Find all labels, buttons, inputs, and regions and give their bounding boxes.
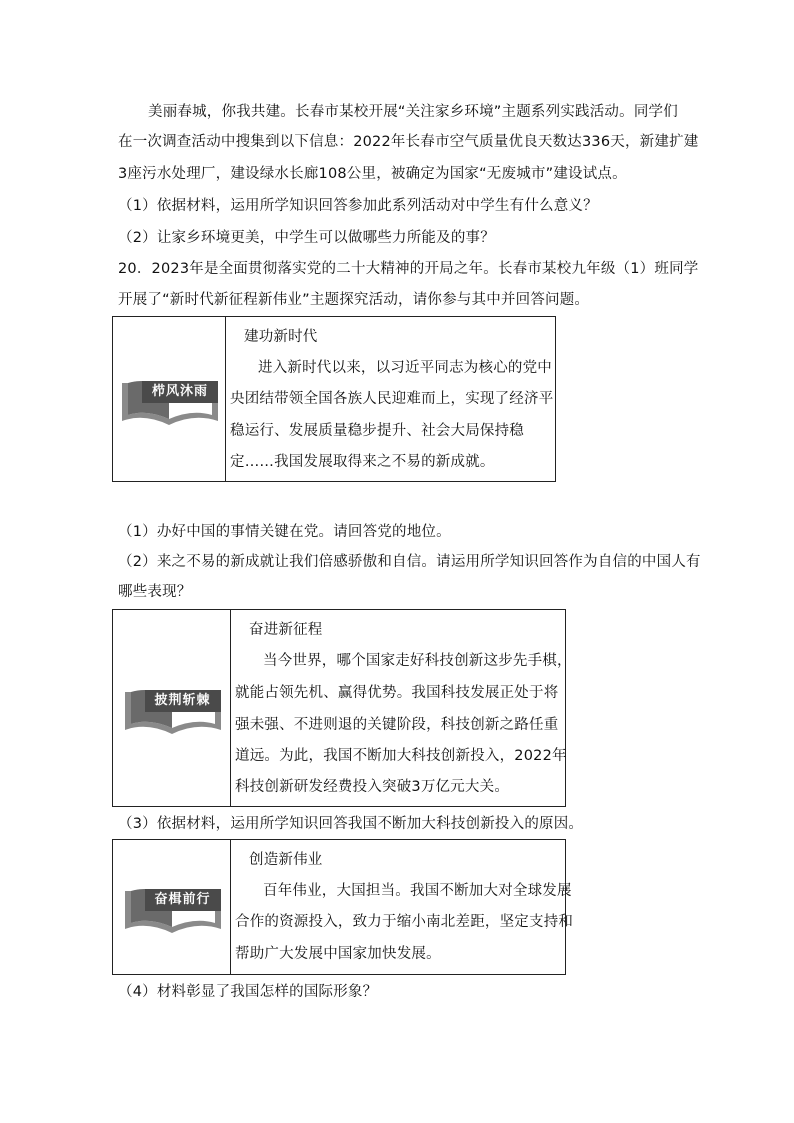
sub-question-2b: 哪些表现？ (118, 584, 192, 600)
sub-question-1: （1）办好中国的事情关键在党。请回答党的地位。 (118, 524, 451, 540)
book-badge-2 (117, 678, 227, 738)
material-line: 就能占领先机、赢得优势。我国科技发展正处于将 (235, 685, 559, 701)
intro-line-3: 3座污水处理厂，建设绿水长廊108公里，被确定为国家“无废城市”建设试点。 (118, 166, 627, 182)
material-line: 稳运行、发展质量稳步提升、社会大局保持稳 (230, 423, 524, 439)
material-text-1 (226, 317, 555, 481)
material-title-1: 建功新时代 (244, 329, 318, 345)
sub-question-3: （3）依据材料，运用所学知识回答我国不断加大科技创新投入的原因。 (118, 816, 584, 832)
badge-cell-1 (113, 317, 226, 481)
question-20-line-2: 开展了“新时代新征程新伟业”主题探究活动，请你参与其中并回答问题。 (118, 292, 590, 308)
material-box-2 (112, 609, 572, 807)
material-line: 进入新时代以来，以习近平同志为核心的党中 (258, 360, 552, 376)
material-text-2 (231, 610, 572, 806)
badge-label-3: 奋楫前行 (145, 889, 221, 911)
badge-label-1: 栉风沐雨 (142, 381, 218, 403)
material-line: 百年伟业，大国担当。我国不断加大对全球发展 (263, 883, 572, 899)
material-line: 科技创新研发经费投入突破3万亿元大关。 (235, 779, 510, 795)
book-badge-1 (114, 369, 224, 429)
sub-question-4: （4）材料彰显了我国怎样的国际形象？ (118, 984, 378, 1000)
material-line: 强未强、不进则退的关键阶段，科技创新之路任重 (235, 717, 559, 733)
badge-cell-3 (113, 840, 231, 974)
intro-line-1: 美丽春城，你我共建。长春市某校开展“关注家乡环境”主题系列实践活动。同学们 (148, 104, 678, 120)
badge-cell-2 (113, 610, 231, 806)
material-title-3: 创造新伟业 (249, 852, 323, 868)
book-badge-3 (117, 877, 227, 937)
question-20-line-1: 20．2023年是全面贯彻落实党的二十大精神的开局之年。长春市某校九年级（1）班同学 (118, 261, 699, 277)
material-box-3 (112, 839, 574, 975)
material-line: 定……我国发展取得来之不易的新成就。 (230, 454, 495, 470)
material-text-3 (231, 840, 574, 974)
badge-label-2: 披荆斩棘 (145, 690, 221, 712)
material-line: 合作的资源投入，致力于缩小南北差距，坚定支持和 (235, 914, 574, 930)
material-line: 央团结带领全国各族人民迎难而上，实现了经济平 (230, 391, 554, 407)
material-line: 当今世界，哪个国家走好科技创新这步先手棋， (263, 653, 572, 669)
material-box-1 (112, 316, 556, 482)
sub-question-2a: （2）来之不易的新成就让我们倍感骄傲和自信。请运用所学知识回答作为自信的中国人有 (118, 554, 701, 570)
material-title-2: 奋进新征程 (249, 622, 323, 638)
intro-line-2: 在一次调查活动中搜集到以下信息：2022年长春市空气质量优良天数达336天，新建扩建 (118, 134, 699, 150)
intro-question-1: （1）依据材料，运用所学知识回答参加此系列活动对中学生有什么意义？ (118, 198, 598, 214)
intro-question-2: （2）让家乡环境更美，中学生可以做哪些力所能及的事？ (118, 230, 495, 246)
material-line: 道远。为此，我国不断加大科技创新投入，2022年 (235, 748, 567, 764)
material-line: 帮助广大发展中国家加快发展。 (235, 946, 441, 962)
